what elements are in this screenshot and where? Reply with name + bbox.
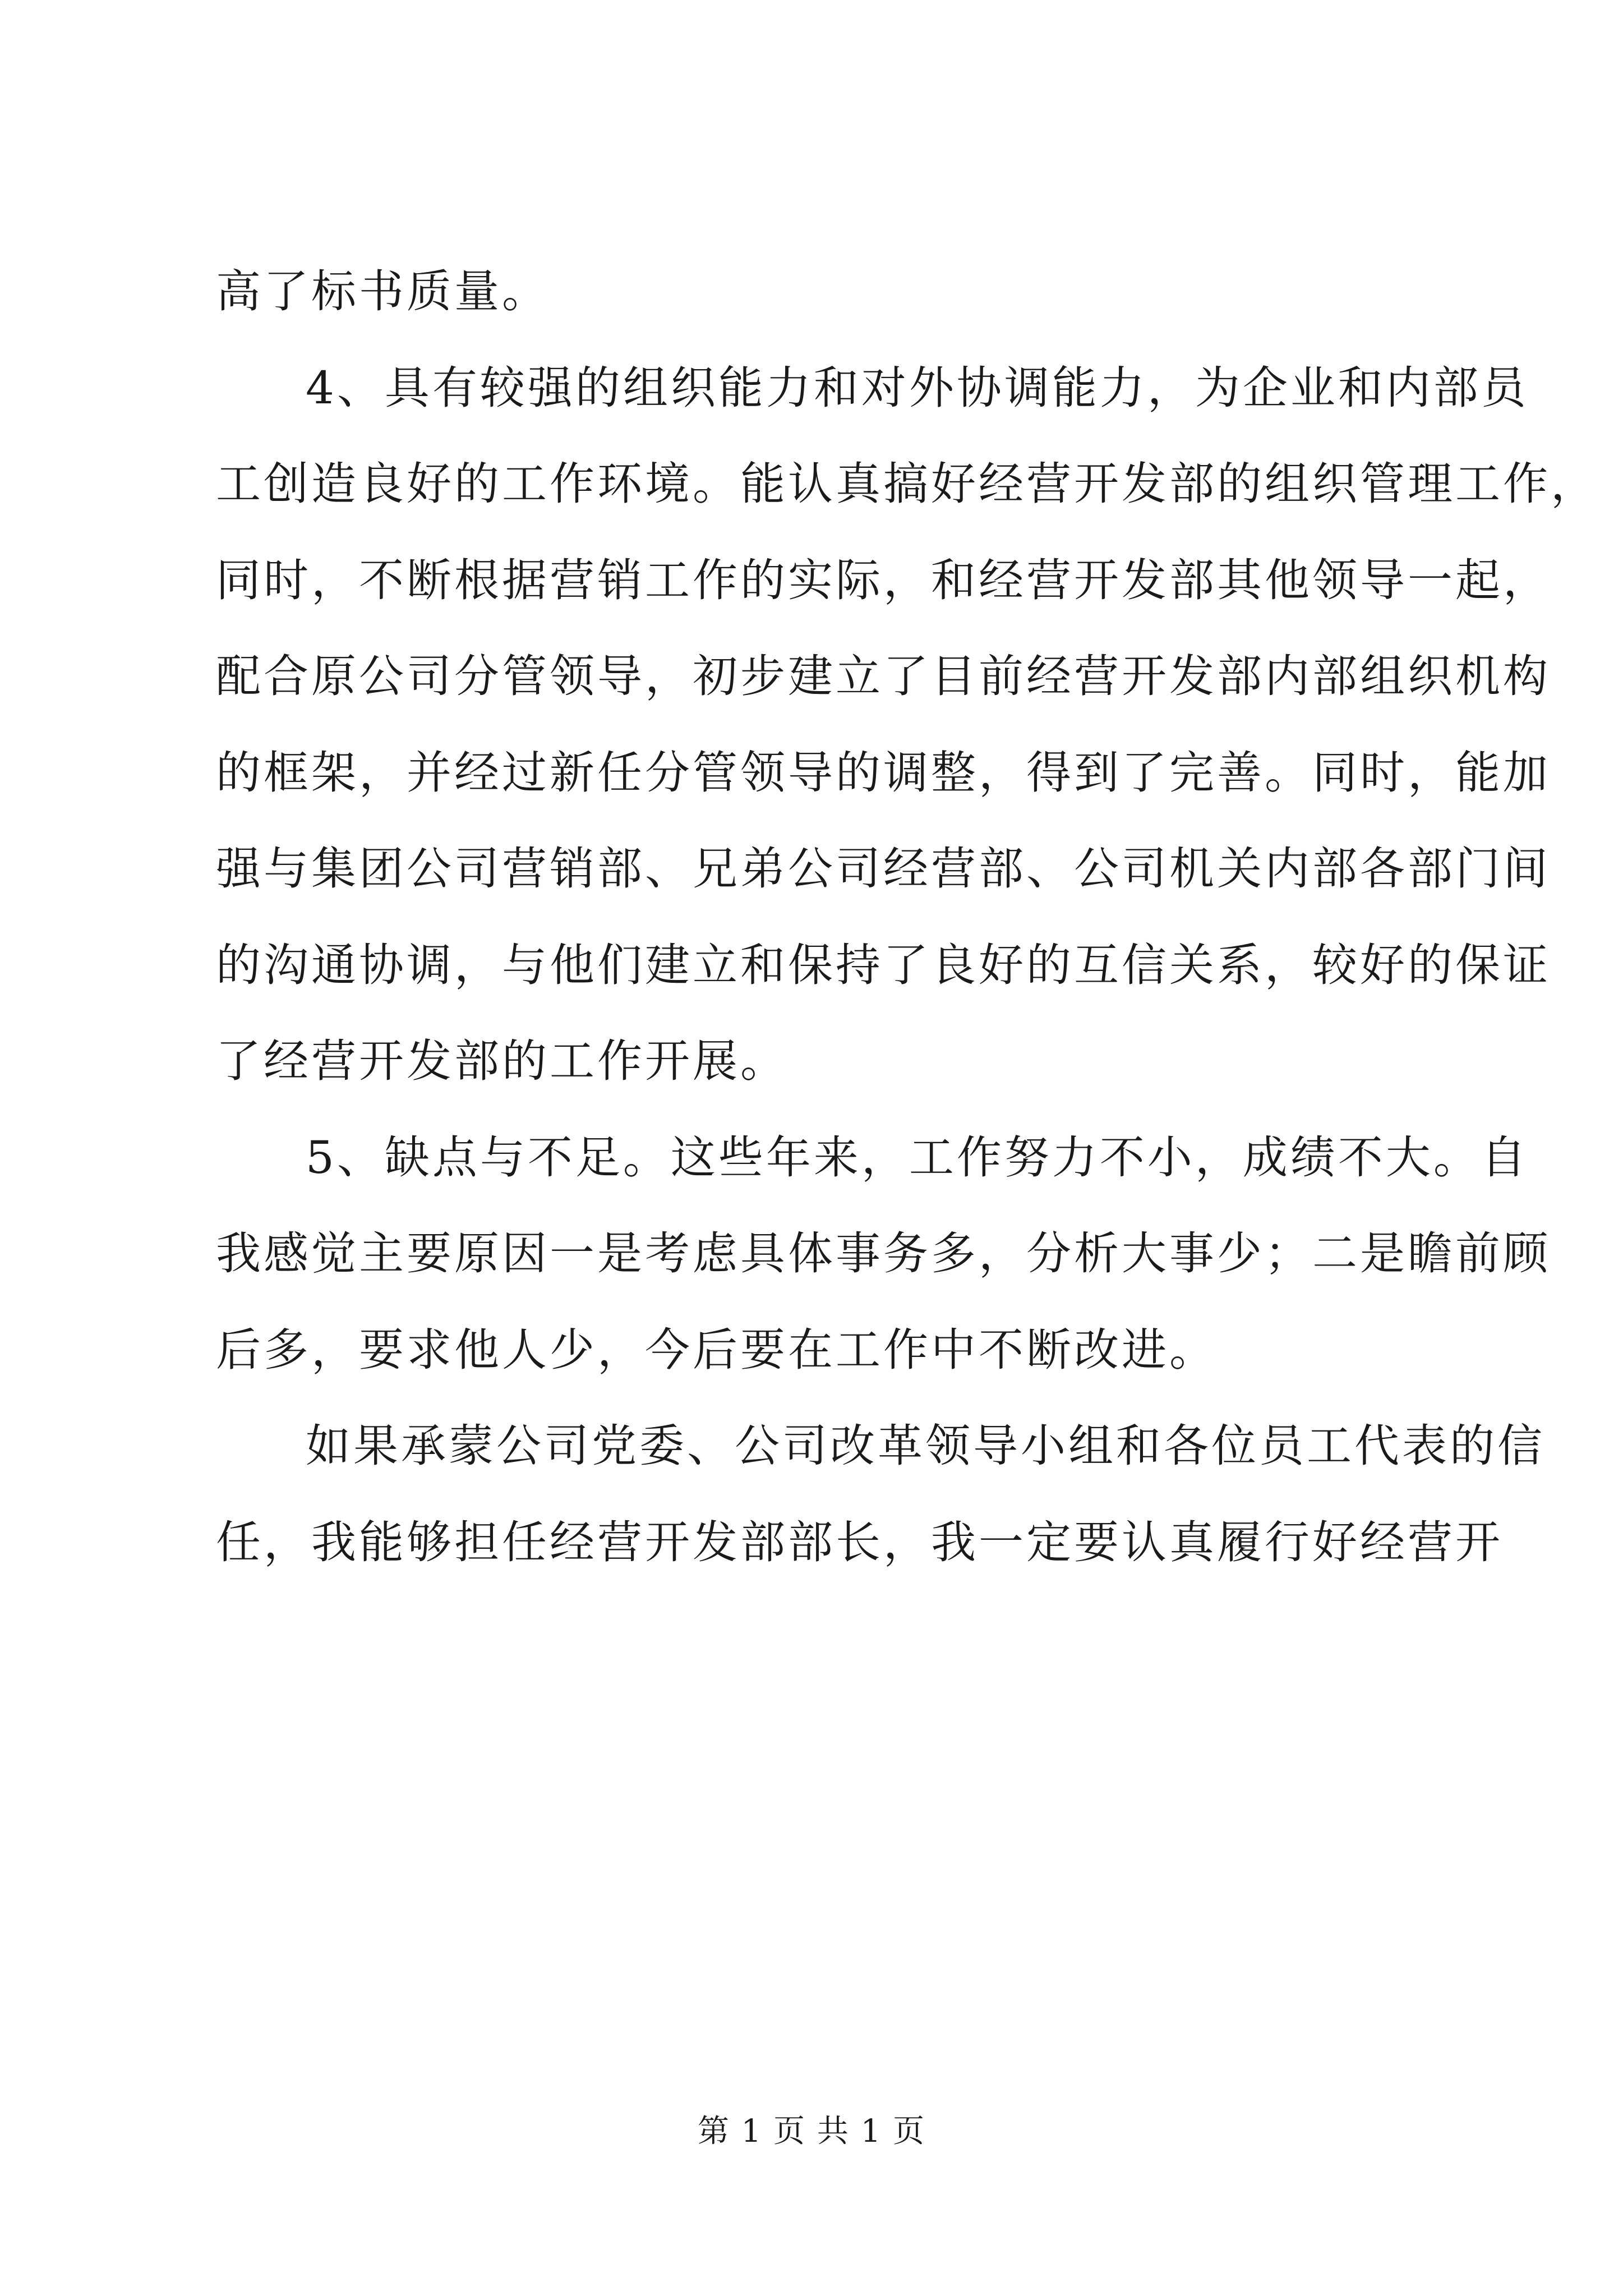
text-line: 强与集团公司营销部、兄弟公司经营部、公司机关内部各部门间 — [216, 843, 1551, 895]
text-line: 的沟通协调，与他们建立和保持了良好的互信关系，较好的保证 — [216, 938, 1551, 991]
body-text — [216, 264, 1598, 1611]
text-line: 同时，不断根据营销工作的实际，和经营开发部其他领导一起， — [216, 554, 1551, 606]
text-line: 了经营开发部的工作开展。 — [216, 1035, 788, 1087]
text-line: 4、具有较强的组织能力和对外协调能力，为企业和内部员 — [306, 361, 1529, 414]
text-line: 5、缺点与不足。这些年来，工作努力不小，成绩不大。自 — [306, 1131, 1529, 1184]
text-line: 配合原公司分管领导，初步建立了目前经营开发部内部组织机构 — [216, 650, 1551, 702]
text-line: 任，我能够担任经营开发部部长，我一定要认真履行好经营开 — [216, 1516, 1503, 1568]
text-line: 的框架，并经过新任分管领导的调整，得到了完善。同时，能加 — [216, 746, 1551, 799]
page-footer: 第 1 页 共 1 页 — [697, 2113, 926, 2150]
text-line: 高了标书质量。 — [216, 265, 550, 318]
text-line: 我感觉主要原因一是考虑具体事务多，分析大事少；二是瞻前顾 — [216, 1227, 1551, 1280]
text-line: 工创造良好的工作环境。能认真搞好经营开发部的组织管理工作， — [216, 458, 1598, 510]
text-line: 后多，要求他人少，今后要在工作中不断改进。 — [216, 1323, 1217, 1376]
text-line: 如果承蒙公司党委、公司改革领导小组和各位员工代表的信 — [306, 1420, 1545, 1472]
